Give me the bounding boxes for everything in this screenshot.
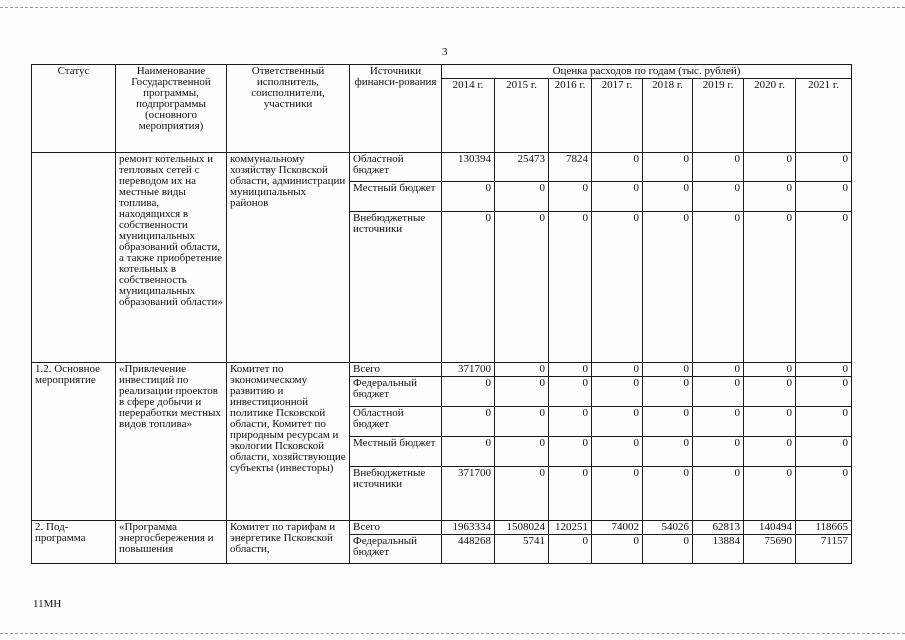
value-cell: 0 [744, 467, 796, 521]
header-executor: Ответственный исполнитель, соисполнители, участники [227, 65, 350, 153]
value-cell: 0 [643, 535, 693, 564]
value-cell: 1508024 [495, 521, 549, 535]
header-source: Источники финанси-рования [350, 65, 442, 153]
table-row [32, 363, 852, 377]
value-cell: 0 [796, 437, 852, 467]
value-cell: 5741 [495, 535, 549, 564]
value-cell: 0 [549, 377, 592, 407]
value-cell: 7824 [549, 153, 592, 182]
value-cell: 0 [495, 377, 549, 407]
value-cell: 0 [549, 363, 592, 377]
source-cell: Областной бюджет [350, 153, 442, 182]
value-cell: 0 [592, 363, 643, 377]
value-cell: 130394 [442, 153, 495, 182]
value-cell: 0 [643, 363, 693, 377]
value-cell: 0 [549, 437, 592, 467]
table-row [32, 153, 852, 182]
value-cell: 75690 [744, 535, 796, 564]
source-cell: Областной бюджет [350, 407, 442, 437]
value-cell: 0 [592, 535, 643, 564]
value-cell: 13884 [693, 535, 744, 564]
value-cell: 0 [592, 437, 643, 467]
executor-cell: коммунальному хозяйству Псковской области, администрации муниципальных районов [227, 153, 350, 363]
value-cell: 0 [744, 437, 796, 467]
value-cell: 62813 [693, 521, 744, 535]
header-year: 2018 г. [643, 79, 693, 153]
source-cell: Всего [350, 363, 442, 377]
value-cell: 0 [693, 377, 744, 407]
header-year: 2014 г. [442, 79, 495, 153]
value-cell: 71157 [796, 535, 852, 564]
value-cell: 0 [744, 212, 796, 363]
header-estimate: Оценка расходов по годам (тыс. рублей) [442, 65, 852, 79]
header-year: 2021 г. [796, 79, 852, 153]
value-cell: 0 [643, 437, 693, 467]
value-cell: 1963334 [442, 521, 495, 535]
value-cell: 0 [643, 377, 693, 407]
value-cell: 0 [592, 212, 643, 363]
value-cell: 448268 [442, 535, 495, 564]
status-cell [32, 153, 116, 363]
value-cell: 0 [549, 182, 592, 212]
value-cell: 0 [744, 363, 796, 377]
value-cell: 0 [442, 407, 495, 437]
value-cell: 140494 [744, 521, 796, 535]
value-cell: 0 [744, 407, 796, 437]
source-cell: Всего [350, 521, 442, 535]
value-cell: 54026 [643, 521, 693, 535]
value-cell: 0 [796, 467, 852, 521]
value-cell: 0 [796, 212, 852, 363]
value-cell: 0 [796, 182, 852, 212]
value-cell: 0 [549, 467, 592, 521]
value-cell: 371700 [442, 467, 495, 521]
value-cell: 0 [495, 212, 549, 363]
value-cell: 0 [693, 363, 744, 377]
value-cell: 0 [643, 407, 693, 437]
header-status: Статус [32, 65, 116, 153]
value-cell: 0 [495, 363, 549, 377]
value-cell: 25473 [495, 153, 549, 182]
value-cell: 0 [592, 467, 643, 521]
value-cell: 0 [643, 182, 693, 212]
value-cell: 0 [796, 363, 852, 377]
value-cell: 0 [592, 182, 643, 212]
value-cell: 0 [549, 212, 592, 363]
value-cell: 0 [442, 182, 495, 212]
name-cell: «Программа энергосбережения и повышения [116, 521, 227, 564]
executor-cell: Комитет по экономическому развитию и инвестиционной политике Псковской области, Комитет по природным ресурсам и экологии Псковской области, хозяйствующие субъекты (инвесторы) [227, 363, 350, 521]
value-cell: 0 [693, 212, 744, 363]
value-cell: 0 [495, 407, 549, 437]
value-cell: 371700 [442, 363, 495, 377]
value-cell: 0 [495, 437, 549, 467]
value-cell: 0 [495, 182, 549, 212]
value-cell: 0 [693, 182, 744, 212]
value-cell: 0 [796, 153, 852, 182]
source-cell: Местный бюджет [350, 437, 442, 467]
header-year: 2015 г. [495, 79, 549, 153]
value-cell: 0 [442, 212, 495, 363]
header-year: 2019 г. [693, 79, 744, 153]
source-cell: Федеральный бюджет [350, 377, 442, 407]
source-cell: Внебюджетные источники [350, 212, 442, 363]
executor-cell: Комитет по тарифам и энергетике Псковской области, [227, 521, 350, 564]
value-cell: 118665 [796, 521, 852, 535]
source-cell: Федеральный бюджет [350, 535, 442, 564]
value-cell: 0 [442, 437, 495, 467]
name-cell: «Привлечение инвестиций по реализации проектов в сфере добычи и переработки местных видов топлива» [116, 363, 227, 521]
header-row [32, 65, 852, 79]
source-cell: Местный бюджет [350, 182, 442, 212]
value-cell: 0 [643, 212, 693, 363]
value-cell: 0 [744, 182, 796, 212]
name-cell: ремонт котельных и тепловых сетей с переводом их на местные виды топлива, находящихся в собственности муниципальных образований области, а также приобретение котельных в собственность муниципальных образований области» [116, 153, 227, 363]
value-cell: 0 [693, 437, 744, 467]
value-cell: 120251 [549, 521, 592, 535]
value-cell: 0 [643, 467, 693, 521]
value-cell: 0 [693, 467, 744, 521]
header-year: 2016 г. [549, 79, 592, 153]
value-cell: 0 [643, 153, 693, 182]
footer-code: 11МН [33, 598, 62, 610]
value-cell: 0 [592, 377, 643, 407]
value-cell: 0 [744, 153, 796, 182]
page-number: 3 [442, 46, 448, 58]
value-cell: 0 [744, 377, 796, 407]
value-cell: 0 [442, 377, 495, 407]
budget-table [31, 64, 852, 564]
value-cell: 0 [592, 407, 643, 437]
value-cell: 0 [495, 467, 549, 521]
status-cell: 1.2. Основное мероприятие [32, 363, 116, 521]
header-year: 2020 г. [744, 79, 796, 153]
status-cell: 2. Под-программа [32, 521, 116, 564]
value-cell: 0 [693, 407, 744, 437]
bottom-scan-border [0, 633, 905, 634]
value-cell: 0 [592, 153, 643, 182]
table-row [32, 521, 852, 535]
value-cell: 74002 [592, 521, 643, 535]
top-scan-border [0, 7, 905, 8]
value-cell: 0 [549, 407, 592, 437]
source-cell: Внебюджетные источники [350, 467, 442, 521]
value-cell: 0 [693, 153, 744, 182]
value-cell: 0 [549, 535, 592, 564]
header-name: Наименование Государственной программы, подпрограммы (основного мероприятия) [116, 65, 227, 153]
value-cell: 0 [796, 377, 852, 407]
header-year: 2017 г. [592, 79, 643, 153]
value-cell: 0 [796, 407, 852, 437]
